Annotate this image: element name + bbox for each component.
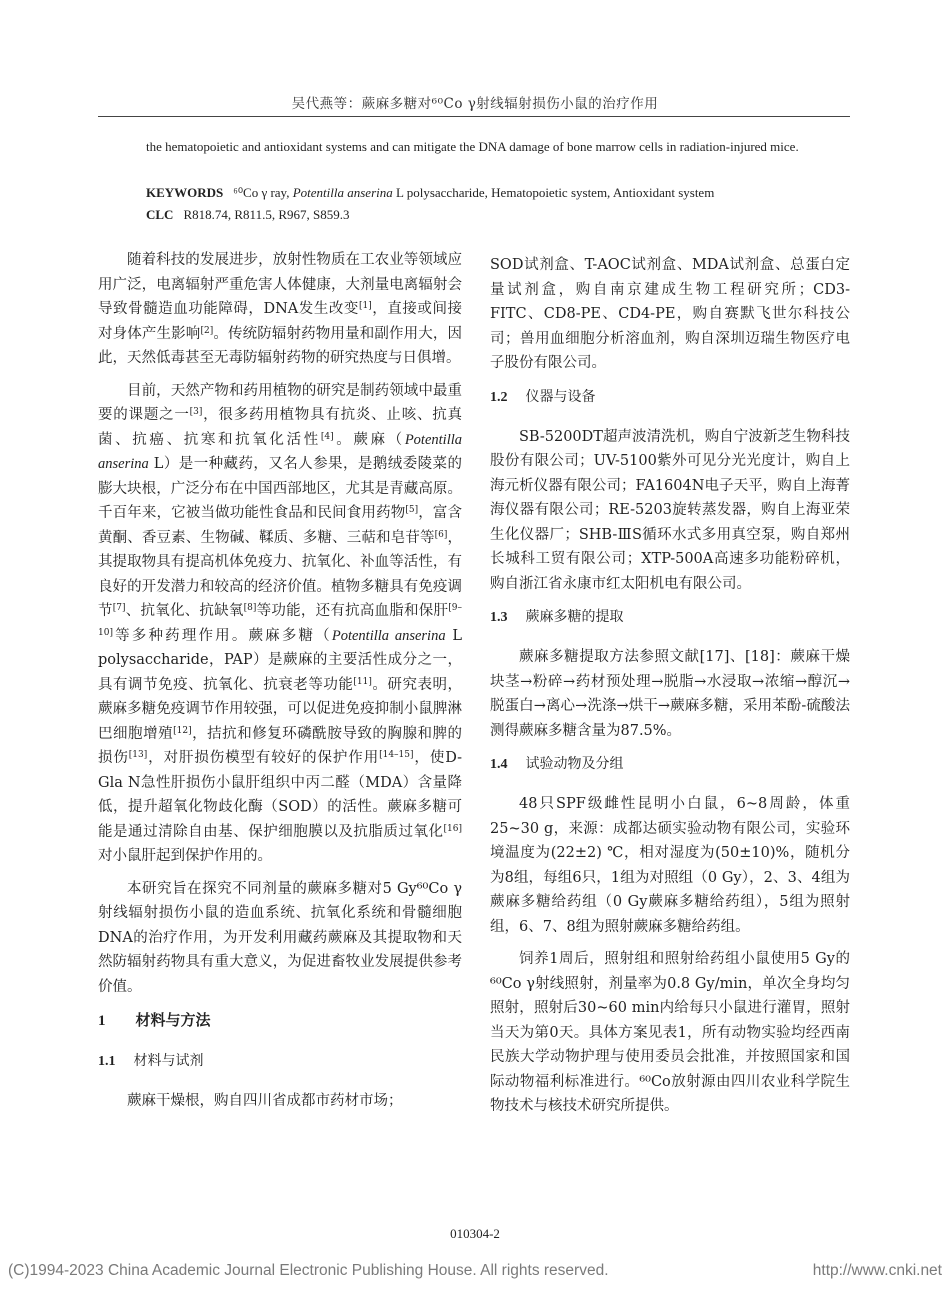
cnki-link[interactable]: http://www.cnki.net bbox=[812, 1262, 942, 1279]
section-heading-1-4: 1.4 试验动物及分组 bbox=[490, 756, 624, 772]
keywords-species: Potentilla anserina bbox=[292, 185, 393, 200]
abstract-tail: the hematopoietic and antioxidant systems and can mitigate the DNA damage of bone marrow cells in radiation-injured mice. bbox=[146, 139, 799, 154]
keywords-part2: L polysaccharide, Hematopoietic system, Antioxidant system bbox=[392, 185, 715, 200]
section-heading-1-2: 1.2 仪器与设备 bbox=[490, 388, 596, 405]
clc-label: CLC bbox=[146, 207, 174, 222]
section-heading-1-1: 1.1 材料与试剂 bbox=[98, 1053, 204, 1069]
keywords-label: KEYWORDS bbox=[146, 185, 224, 200]
intro-paragraph-2: 目前，天然产物和药用植物的研究是制药领域中最重要的课题之一[3]，很多药用植物具有抗炎、止咳、抗真菌、抗癌、抗寒和抗氧化活性[4]。蕨麻（Potentilla anserina L）是一种藏药，又名人参果，是鹅绒委陵菜的膨大块根，广泛分布在中国西部地区，尤其是青藏高原。千百年来，它被当做功能性食品和民间食用药物[5]，富含黄酮、香豆素、生物碱、鞣质、多糖、三萜和皂苷等[6]，其提取物具有提高机体免疫力、抗氧化、补血等活性，有良好的开发潜力和较高的经济价值。植物多糖具有免疫调节[7]、抗氧化、抗缺氧[8]等功能，还有抗高血脂和保肝[9–10]等多种药理作用。蕨麻多糖（Potentilla anserina L polysaccharide，PAP）是蕨麻的主要活性成分之一，具有调节免疫、抗氧化、抗衰老等功能[11]。研究表明，蕨麻多糖免疫调节作用较强，可以促进免疫抑制小鼠脾淋巴细胞增殖[12]，拮抗和修复环磷酰胺导致的胸腺和脾的损伤[13]，对肝损伤模型有较好的保护作用[14–15]，使D-Gla N急性肝损伤小鼠肝组织中丙二醛（MDA）含量降低，提升超氧化物歧化酶（SOD）的活性。蕨麻多糖可能是通过清除自由基、保护细胞膜以及抗脂质过氧化[16]对小鼠肝起到保护作用的。 bbox=[98, 382, 463, 864]
left-column bbox=[98, 248, 462, 1122]
reagents-paragraph: SOD试剂盒、T-AOC试剂盒、MDA试剂盒、总蛋白定量试剂盒，购自南京建成生物工程研究所；CD3-FITC、CD8-PE、CD4-PE，购自赛默飞世尔科技公司；兽用血细胞分析溶血剂，购自深圳迈瑞生物医疗电子股份有限公司。 bbox=[490, 257, 850, 371]
instruments-paragraph: SB-5200DT超声波清洗机，购自宁波新芝生物科技股份有限公司；UV-5100紫外可见分光光度计，购自上海元析仪器有限公司；FA1604N电子天平，购自上海菁海仪器有限公司；RE-5203旋转蒸发器，购自上海亚荣生化仪器厂；SHB-ⅢS循环水式多用真空泵，购自郑州长城科工贸有限公司；XTP-500A高速多功能粉碎机，购自浙江省永康市红太阳机电有限公司。 bbox=[490, 428, 850, 592]
clc-value: R818.74, R811.5, R967, S859.3 bbox=[183, 207, 350, 222]
copyright-text: (C)1994-2023 China Academic Journal Electronic Publishing House. All rights reserved. bbox=[8, 1262, 609, 1279]
right-column bbox=[490, 253, 850, 1127]
clc-line bbox=[146, 204, 846, 226]
keywords-part1: ⁶⁰Co γ ray, bbox=[233, 185, 293, 200]
extraction-paragraph: 蕨麻多糖提取方法参照文献[17]、[18]：蕨麻干燥块茎→粉碎→药材预处理→脱脂→水浸取→浓缩→醇沉→脱蛋白→离心→洗涤→烘干→蕨麻多糖，采用苯酚-硫酸法测得蕨麻多糖含量为87.5%。 bbox=[490, 649, 850, 739]
materials-paragraph: 蕨麻干燥根，购自四川省成都市药材市场； bbox=[127, 1093, 403, 1109]
section-heading-1: 1 材料与方法 bbox=[98, 1011, 211, 1029]
header-rule bbox=[98, 116, 850, 117]
irradiation-paragraph: 饲养1周后，照射组和照射给药组小鼠使用5 Gy的⁶⁰Co γ射线照射，剂量率为0.8 Gy/min，单次全身均匀照射，照射后30~60 min内给每只小鼠进行灌胃，照射当天为第0天。具体方案见表1，所有动物实验均经西南民族大学动物护理与使用委员会批准，并按照国家和国际动物福利标准进行。⁶⁰Co放射源由四川农业科学院生物技术与核技术研究所提供。 bbox=[490, 951, 850, 1114]
intro-paragraph-3: 本研究旨在探究不同剂量的蕨麻多糖对5 Gy⁶⁰Co γ射线辐射损伤小鼠的造血系统、抗氧化系统和骨髓细胞DNA的治疗作用，为开发利用藏药蕨麻及其提取物和天然防辐射药物具有重大意义，为促进畜牧业发展提供参考价值。 bbox=[98, 880, 462, 995]
keywords-line bbox=[146, 182, 846, 204]
section-heading-1-3: 1.3 蕨麻多糖的提取 bbox=[490, 609, 624, 625]
page-number: 010304-2 bbox=[450, 1226, 500, 1241]
intro-paragraph-1: 随着科技的发展进步，放射性物质在工农业等领域应用广泛，电离辐射严重危害人体健康，大剂量电离辐射会导致骨髓造血功能障碍，DNA发生改变[1]，直接或间接对身体产生影响[2]。传统防辐射药物用量和副作用大，因此，天然低毒甚至无毒防辐射药物的研究热度与日俱增。 bbox=[98, 252, 463, 366]
animals-paragraph: 48只SPF级雌性昆明小白鼠，6~8周龄，体重25~30 g，来源：成都达硕实验动物有限公司，实验环境温度为(22±2) ℃，相对湿度为(50±10)%，随机分为8组，每组6只，1组为对照组（0 Gy），2、3、4组为蕨麻多糖给药组（0 Gy蕨麻多糖给药组），5组为照射组，6、7、8组为照射蕨麻多糖给药组。 bbox=[490, 796, 850, 935]
copyright-footer bbox=[0, 1262, 950, 1280]
running-head: 吴代燕等：蕨麻多糖对⁶⁰Co γ射线辐射损伤小鼠的治疗作用 bbox=[291, 96, 659, 112]
